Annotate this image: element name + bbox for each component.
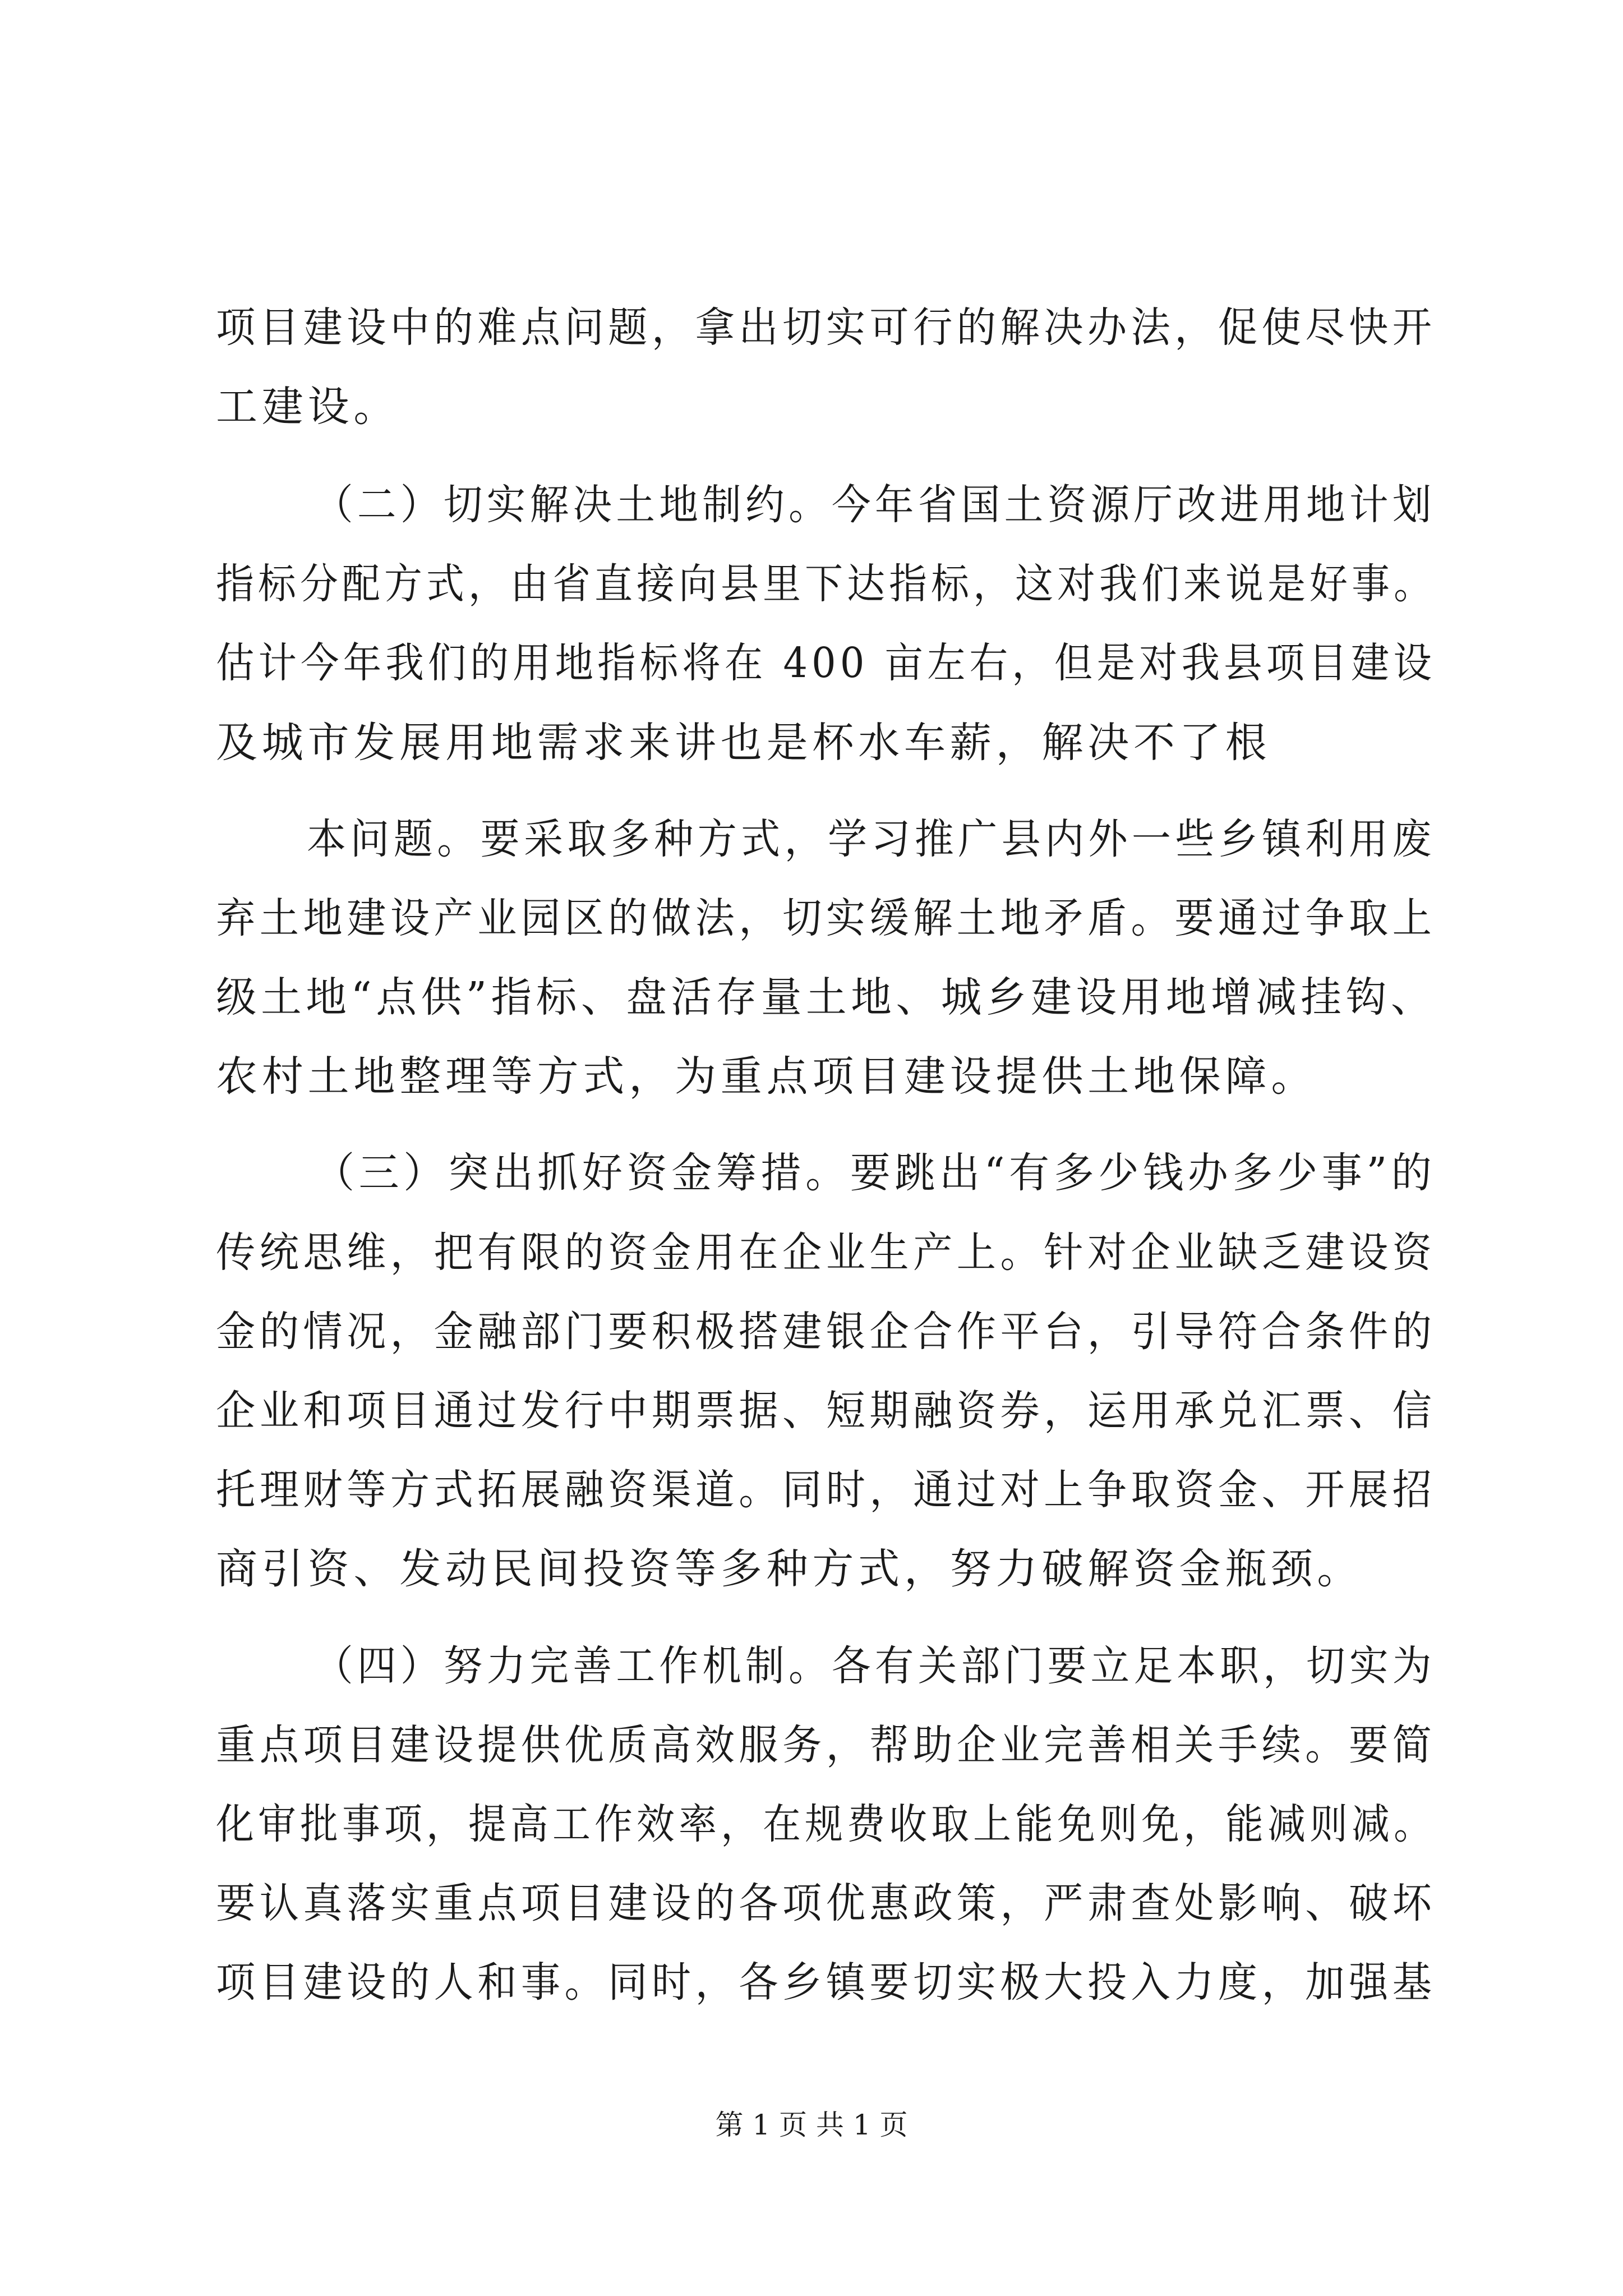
body-line-2: 工建设。 (216, 383, 400, 431)
body-line-4: 指标分配方式，由省直接向县里下达指标，这对我们来说是好事。 (216, 560, 1436, 608)
body-line-9: 级土地“点供”指标、盘活存量土地、城乡建设用地增减挂钩、 (216, 973, 1436, 1022)
body-line-11: （三）突出抓好资金筹措。要跳出“有多少钱办多少事”的 (314, 1149, 1436, 1197)
body-line-20: 要认真落实重点项目建设的各项优惠政策，严肃查处影响、破坏 (216, 1879, 1436, 1927)
body-line-13: 金的情况，金融部门要积极搭建银企合作平台，引导符合条件的 (216, 1308, 1436, 1356)
body-line-19: 化审批事项，提高工作效率，在规费收取上能免则免，能减则减。 (216, 1800, 1436, 1848)
body-line-10: 农村土地整理等方式，为重点项目建设提供土地保障。 (216, 1052, 1317, 1101)
page-footer: 第 1 页 共 1 页 (715, 2109, 908, 2141)
body-line-3: （二）切实解决土地制约。今年省国土资源厅改进用地计划 (314, 481, 1436, 529)
body-line-21: 项目建设的人和事。同时，各乡镇要切实极大投入力度，加强基 (216, 1958, 1436, 2007)
body-line-1: 项目建设中的难点问题，拿出切实可行的解决办法，促使尽快开 (216, 303, 1436, 352)
body-line-18: 重点项目建设提供优质高效服务，帮助企业完善相关手续。要简 (216, 1721, 1436, 1769)
body-line-17: （四）努力完善工作机制。各有关部门要立足本职，切实为 (314, 1642, 1436, 1690)
body-line-16: 商引资、发动民间投资等多种方式，努力破解资金瓶颈。 (216, 1545, 1363, 1593)
body-line-8: 弃土地建设产业园区的做法，切实缓解土地矛盾。要通过争取上 (216, 894, 1436, 942)
body-line-7: 本问题。要采取多种方式，学习推广县内外一些乡镇利用废 (307, 815, 1436, 863)
body-line-12: 传统思维，把有限的资金用在企业生产上。针对企业缺乏建设资 (216, 1228, 1436, 1277)
body-line-5: 估计今年我们的用地指标将在 400 亩左右，但是对我县项目建设 (216, 639, 1436, 687)
body-line-14: 企业和项目通过发行中期票据、短期融资券，运用承兑汇票、信 (216, 1387, 1436, 1435)
body-line-6: 及城市发展用地需求来讲也是杯水车薪，解决不了根 (216, 719, 1271, 767)
body-line-15: 托理财等方式拓展融资渠道。同时，通过对上争取资金、开展招 (216, 1466, 1436, 1514)
